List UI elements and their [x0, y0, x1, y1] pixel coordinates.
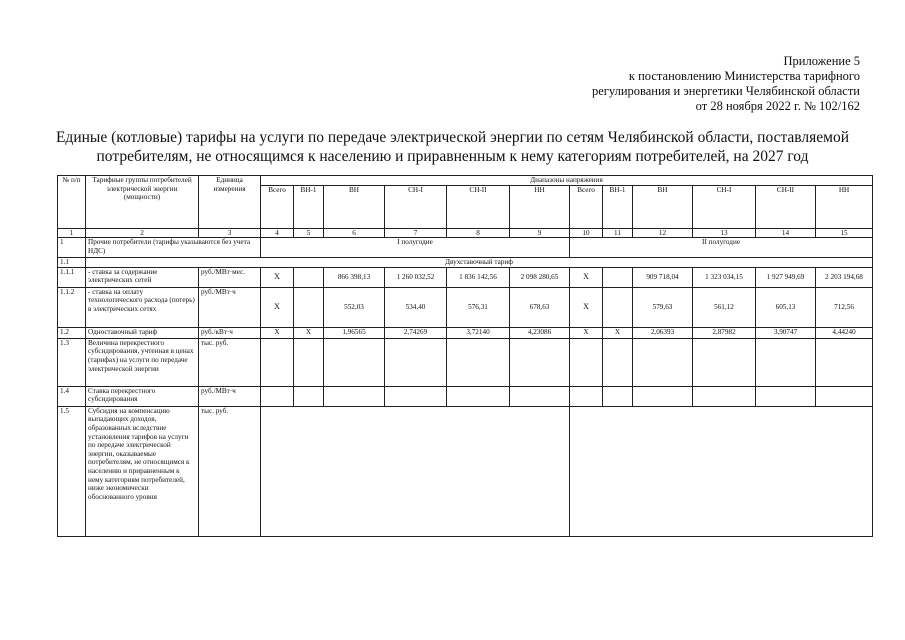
table-row — [58, 338, 873, 386]
header-col: Всего — [261, 185, 294, 228]
header-col: ВН-1 — [294, 185, 324, 228]
value-cell: 2 203 194,68 — [816, 267, 873, 287]
header-col: СН-II — [756, 185, 816, 228]
row-label: Одноставочный тариф — [86, 327, 199, 338]
row-unit: руб./МВт·мес. — [199, 267, 261, 287]
half-year-2: II полугодие — [570, 238, 873, 258]
table-row — [58, 386, 873, 406]
value-cell: 605,13 — [756, 287, 816, 327]
column-number: 5 — [294, 228, 324, 238]
value-cell: 3,72140 — [447, 327, 510, 338]
appendix-line-1: Приложение 5 — [783, 54, 860, 68]
column-number: 4 — [261, 228, 294, 238]
value-cell — [816, 386, 873, 406]
column-number: 14 — [756, 228, 816, 238]
header-col: Всего — [570, 185, 603, 228]
appendix-line-2: к постановлению Министерства тарифного — [628, 69, 860, 83]
column-number-row — [58, 228, 873, 238]
header-ranges: Диапазоны напряжения — [261, 176, 873, 186]
column-number: 11 — [603, 228, 633, 238]
value-cell: 1 260 032,52 — [385, 267, 447, 287]
value-cell — [603, 267, 633, 287]
value-cell — [294, 287, 324, 327]
value-cell — [570, 386, 603, 406]
column-number: 6 — [324, 228, 385, 238]
value-cell: 712,56 — [816, 287, 873, 327]
value-cell: 552,03 — [324, 287, 385, 327]
value-cell: X — [570, 327, 603, 338]
row-num: 1.1.2 — [58, 287, 86, 327]
header-col: НН — [510, 185, 570, 228]
value-cell — [447, 386, 510, 406]
value-cell: 678,63 — [510, 287, 570, 327]
value-cell: 1 927 949,69 — [756, 267, 816, 287]
value-cell: X — [603, 327, 633, 338]
value-cell — [756, 338, 816, 386]
value-cell: X — [294, 327, 324, 338]
row-label: Ставка перекрестного субсидирования — [86, 386, 199, 406]
row-num: 1.1 — [58, 258, 86, 268]
header-unit: Единица измерения — [199, 176, 261, 229]
row-unit: тыс. руб. — [199, 406, 261, 536]
header-col: ВН — [324, 185, 385, 228]
column-number: 10 — [570, 228, 603, 238]
row-unit: руб./МВт·ч — [199, 287, 261, 327]
table-row — [58, 238, 873, 258]
value-cell: 1,96565 — [324, 327, 385, 338]
value-cell: X — [570, 267, 603, 287]
column-number: 1 — [58, 228, 86, 238]
header-groups: Тарифные группы потребителей электрической энергии (мощности) — [86, 176, 199, 229]
row-num: 1.3 — [58, 338, 86, 386]
value-cell — [603, 338, 633, 386]
column-number: 12 — [633, 228, 693, 238]
title-line-1: Единые (котловые) тарифы на услуги по передаче электрической энергии по сетям Челябинской области, поставляемой — [55, 129, 850, 146]
value-cell-merged — [570, 406, 873, 536]
value-cell: 866 398,13 — [324, 267, 385, 287]
value-cell — [603, 386, 633, 406]
column-number: 3 — [199, 228, 261, 238]
appendix-line-3: регулирования и энергетики Челябинской области — [591, 84, 860, 98]
value-cell: X — [261, 327, 294, 338]
value-cell — [294, 386, 324, 406]
value-cell — [603, 287, 633, 327]
row-unit: тыс. руб. — [199, 338, 261, 386]
value-cell: X — [261, 287, 294, 327]
row-label: Величина перекрестного субсидирования, учтенная в ценах (тарифах) на услуги по передаче электрической энергии — [86, 338, 199, 386]
value-cell — [633, 386, 693, 406]
value-cell — [693, 386, 756, 406]
row-num: 1 — [58, 238, 86, 258]
row-num: 1.2 — [58, 327, 86, 338]
value-cell: 2 098 280,65 — [510, 267, 570, 287]
title-line-2: потребителям, не относящимся к населению и приравненным к нему категориям потребителей, на 2027 год — [96, 148, 809, 165]
value-cell: X — [570, 287, 603, 327]
header-row-1 — [58, 176, 873, 186]
value-cell: 4,44240 — [816, 327, 873, 338]
table-row — [58, 287, 873, 327]
appendix-note — [592, 54, 860, 114]
value-cell: 1 836 142,56 — [447, 267, 510, 287]
row-unit: руб./кВт·ч — [199, 327, 261, 338]
value-cell: 2,06393 — [633, 327, 693, 338]
table-row — [58, 267, 873, 287]
row-num: 1.1.1 — [58, 267, 86, 287]
header-col: ВН — [633, 185, 693, 228]
value-cell — [261, 386, 294, 406]
value-cell: 3,90747 — [756, 327, 816, 338]
value-cell: 4,23086 — [510, 327, 570, 338]
table-row — [58, 406, 873, 536]
value-cell — [294, 338, 324, 386]
value-cell — [324, 338, 385, 386]
value-cell — [447, 338, 510, 386]
value-cell: 909 718,04 — [633, 267, 693, 287]
value-cell — [816, 338, 873, 386]
value-cell: 1 323 034,15 — [693, 267, 756, 287]
document-title — [20, 128, 885, 166]
column-number: 2 — [86, 228, 199, 238]
table-row — [58, 327, 873, 338]
header-col: СН-II — [447, 185, 510, 228]
value-cell: 579,63 — [633, 287, 693, 327]
value-cell: 561,12 — [693, 287, 756, 327]
row-unit: руб./МВт·ч — [199, 386, 261, 406]
column-number: 13 — [693, 228, 756, 238]
value-cell — [756, 386, 816, 406]
value-cell — [510, 386, 570, 406]
value-cell — [294, 267, 324, 287]
header-col: НН — [816, 185, 873, 228]
value-cell: 2,87982 — [693, 327, 756, 338]
value-cell — [633, 338, 693, 386]
tariff-table — [57, 175, 873, 537]
value-cell — [510, 338, 570, 386]
header-col: СН-I — [693, 185, 756, 228]
value-cell — [693, 338, 756, 386]
header-col: СН-I — [385, 185, 447, 228]
value-cell — [261, 338, 294, 386]
half-year-1: I полугодие — [261, 238, 570, 258]
header-num: № п/п — [58, 176, 86, 229]
row-label: - ставка на оплату технологического расхода (потерь) в электрических сетях — [86, 287, 199, 327]
table-row — [58, 258, 873, 268]
row-label: Субсидия на компенсацию выпадающих доходов, образованных вследствие установления тарифов на услуги по передаче электрической энергии, оказываемые потребителям, не относящимся к населению и приравненным к нему категориям потребителей, ниже экономически обоснованного уровня — [86, 406, 199, 536]
header-col: ВН-1 — [603, 185, 633, 228]
value-cell — [385, 338, 447, 386]
column-number: 8 — [447, 228, 510, 238]
row-num: 1.4 — [58, 386, 86, 406]
column-number: 9 — [510, 228, 570, 238]
row-label: - ставка за содержание электрических сетей — [86, 267, 199, 287]
value-cell — [570, 338, 603, 386]
appendix-line-4: от 28 ноября 2022 г. № 102/162 — [695, 99, 860, 113]
row-label: Прочие потребители (тарифы указываются без учета НДС) — [86, 238, 261, 258]
value-cell: 2,74269 — [385, 327, 447, 338]
value-cell — [324, 386, 385, 406]
value-cell: X — [261, 267, 294, 287]
column-number: 15 — [816, 228, 873, 238]
row-label: Двухставочный тариф — [86, 258, 873, 268]
value-cell: 534,40 — [385, 287, 447, 327]
value-cell: 576,31 — [447, 287, 510, 327]
value-cell-merged — [261, 406, 570, 536]
value-cell — [385, 386, 447, 406]
row-num: 1.5 — [58, 406, 86, 536]
column-number: 7 — [385, 228, 447, 238]
